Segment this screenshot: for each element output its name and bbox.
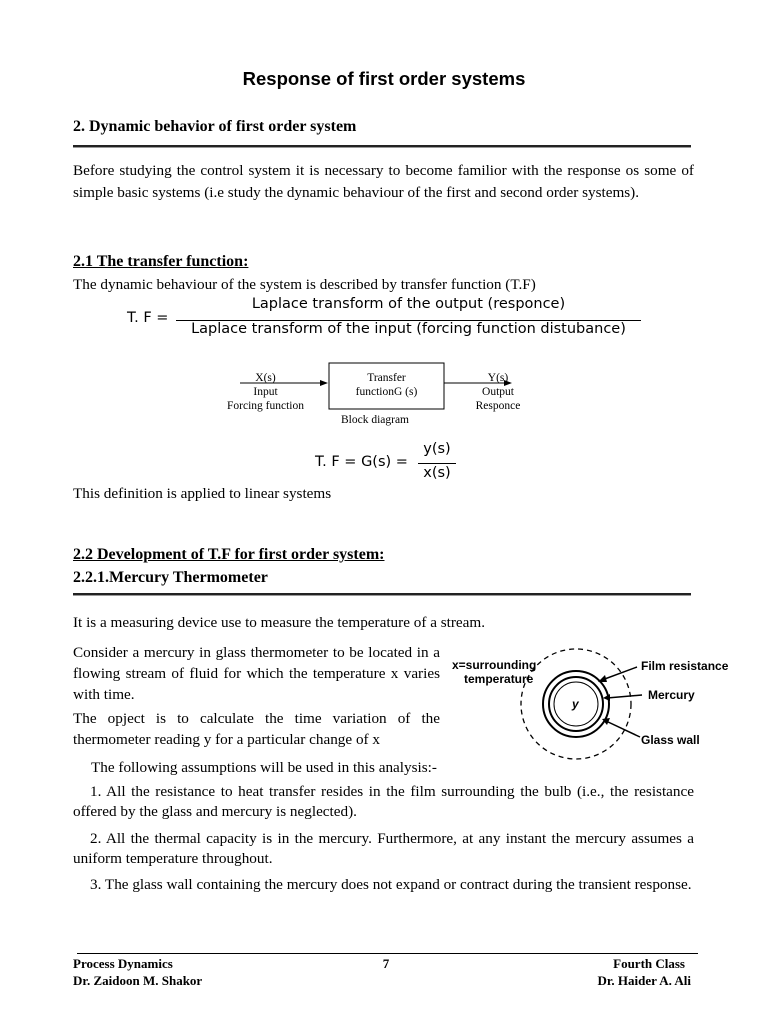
mercury-arrowhead (603, 694, 610, 701)
y-label: y (572, 697, 579, 711)
section-2-2-heading: 2.2 Development of T.F for first order system: (73, 546, 385, 563)
input-arrowhead (320, 380, 328, 386)
tf-lhs: T. F = (127, 310, 169, 326)
footer-author-1: Dr. Zaidoon M. Shakor (73, 973, 203, 988)
tf-denominator: Laplace transform of the input (forcing function distubance) (191, 321, 626, 337)
tf-numerator: Laplace transform of the output (responce) (251, 296, 566, 312)
eq2-fraction-line (418, 463, 456, 464)
section-divider (73, 145, 691, 148)
film-resistance-pointer (602, 667, 637, 680)
section-2-heading: 2. Dynamic behavior of first order system (73, 118, 357, 135)
output-label-output: Output (482, 386, 514, 398)
film-arrowhead (598, 675, 607, 682)
footer-author-2: Dr. Haider A. Ali (597, 973, 691, 988)
page-number: 7 (382, 956, 390, 971)
x-label-line2: temperature (464, 672, 534, 686)
intro-paragraph: Before studying the control system it is necessary to become familior with the response os some of simple basic systems (i.e study the dynamic behaviour of the first and second order systems). (73, 162, 694, 201)
film-resistance-label: Film resistance (641, 659, 729, 673)
box-label-transfer: Transfer (367, 372, 406, 384)
measuring-device-text: It is a measuring device use to measure the temperature of a stream. (73, 614, 486, 631)
surrounding-temperature-label (452, 658, 536, 686)
input-label-xs: X(s) (255, 372, 276, 384)
page-title: Response of first order systems (242, 68, 526, 89)
output-label-responce: Responce (475, 400, 521, 412)
box-label-function: functionG (s) (355, 386, 418, 398)
consider-paragraph: Consider a mercury in glass thermometer to be located in a flowing stream of fluid for which the temperature x varies with time. (73, 644, 440, 703)
footer-rule (77, 953, 698, 954)
block-box-labels (329, 371, 444, 399)
transfer-function-text: The dynamic behaviour of the system is described by transfer function (T.F) (73, 276, 536, 293)
footer-course: Process Dynamics (73, 956, 173, 971)
assumptions-intro: The following assumptions will be used in this analysis:- (91, 759, 437, 776)
eq2-denominator: x(s) (423, 465, 451, 481)
x-label-line1: x=surrounding (452, 658, 537, 672)
mercury-pointer (607, 695, 642, 698)
section-2-2-1-heading: 2.2.1.Mercury Thermometer (73, 569, 268, 586)
footer-class: Fourth Class (613, 956, 685, 971)
section-divider-2 (73, 593, 691, 596)
assumption-2: 2. All the thermal capacity is in the mercury. Furthermore, at any instant the mercury assumes a uniform temperature throughout. (73, 830, 694, 867)
glass-wall-label: Glass wall (641, 733, 700, 747)
assumption-1: 1. All the resistance to heat transfer resides in the film surrounding the bulb (i.e., the resistance offered by the glass and mercury is neglected). (73, 783, 694, 820)
block-output-labels (458, 371, 538, 413)
linear-systems-note: This definition is applied to linear systems (73, 485, 332, 502)
eq2-numerator: y(s) (423, 441, 451, 457)
input-label-forcing: Forcing function (227, 400, 304, 412)
mercury-label: Mercury (648, 688, 695, 702)
output-label-ys: Y(s) (487, 372, 509, 384)
section-2-1-heading: 2.1 The transfer function: (73, 253, 249, 270)
eq2-lhs: T. F = G(s) = (315, 454, 408, 470)
block-diagram-caption: Block diagram (340, 414, 410, 426)
glass-wall-pointer (606, 721, 640, 737)
object-paragraph: The opject is to calculate the time variation of the thermometer reading y for a particular change of x (73, 710, 440, 748)
input-label-input: Input (253, 386, 278, 398)
assumption-3: 3. The glass wall containing the mercury does not expand or contract during the transient response. (90, 876, 692, 893)
